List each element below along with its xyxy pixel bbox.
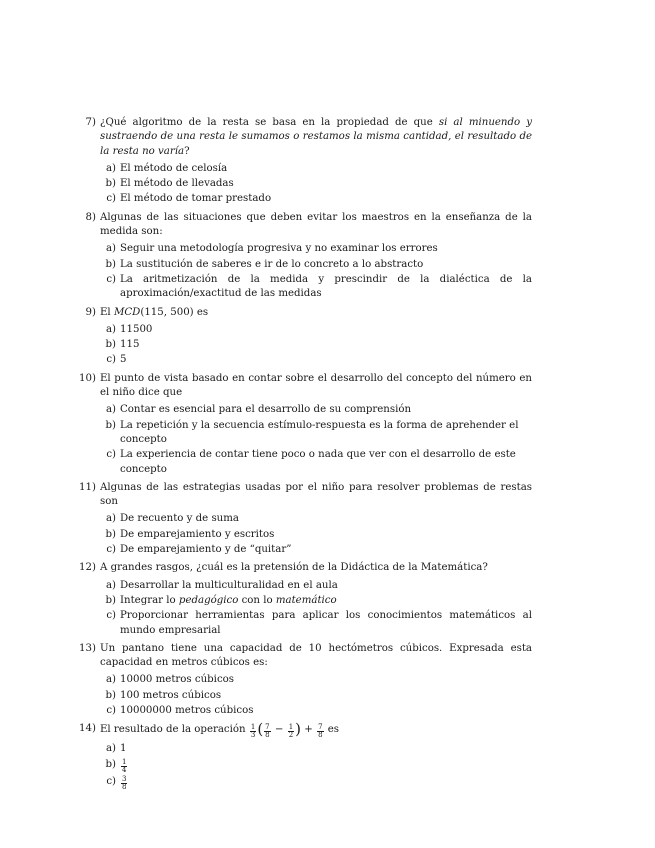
option-text: 115 [120, 339, 140, 351]
fraction [264, 724, 270, 739]
question-9 [85, 306, 532, 368]
option-letter: a) [105, 404, 116, 416]
option-a[interactable] [105, 579, 532, 593]
option-b[interactable] [105, 689, 532, 703]
fraction-numerator: 7 [265, 723, 270, 732]
option-a[interactable] [105, 512, 532, 526]
fraction-denominator: 4 [122, 765, 127, 774]
option-letter: c) [106, 354, 116, 366]
question-number: 14) [79, 723, 96, 735]
fraction [317, 724, 323, 739]
fraction-numerator: 3 [122, 774, 127, 783]
math-symbol: MCD [113, 306, 141, 318]
question-number: 9) [85, 306, 96, 318]
option-list [100, 579, 532, 638]
option-c[interactable] [106, 353, 532, 367]
option-letter: c) [106, 193, 116, 205]
option-list [100, 403, 532, 476]
question-number: 13) [79, 642, 96, 654]
question-10 [79, 372, 532, 477]
option-c[interactable] [106, 609, 532, 638]
option-list [100, 673, 532, 718]
plus-sign: + [304, 724, 313, 736]
option-text-emphasis: matemático [275, 594, 337, 606]
fraction-denominator: 8 [318, 731, 323, 740]
option-list [100, 742, 532, 790]
fraction-denominator: 3 [250, 731, 256, 740]
question-text-part: El resultado de la operación [100, 724, 246, 736]
question-text: Un pantano tiene una capacidad de 10 hectómetros cúbicos. Expresada esta capacidad en metros cúbicos es: [100, 642, 532, 669]
option-letter: a) [105, 323, 116, 335]
question-text [100, 116, 532, 159]
option-a[interactable] [105, 162, 532, 176]
option-text: De recuento y de suma [120, 513, 239, 525]
question-12 [79, 561, 532, 637]
option-text: De emparejamiento y de “quitar” [120, 544, 292, 556]
left-paren: ( [257, 720, 264, 739]
option-letter: a) [105, 579, 116, 591]
option-a[interactable] [105, 673, 532, 687]
fraction-denominator: 2 [288, 731, 294, 740]
option-text: El método de llevadas [120, 178, 234, 190]
option-letter: c) [106, 775, 116, 787]
question-text [100, 722, 532, 739]
option-letter: b) [105, 178, 116, 190]
question-number: 11) [79, 481, 96, 493]
option-letter: c) [106, 544, 116, 556]
fraction-numerator: 1 [250, 723, 256, 732]
option-text: 11500 [120, 323, 153, 335]
fraction-denominator: 8 [265, 731, 270, 740]
option-a[interactable] [105, 323, 532, 337]
fraction [121, 776, 127, 791]
option-text-part: con lo [238, 594, 276, 606]
question-text: El punto de vista basado en contar sobre el desarrollo del concepto del número en el niño dice que [100, 372, 532, 399]
fraction-numerator: 1 [288, 723, 294, 732]
minus-sign: − [274, 724, 284, 736]
option-list [100, 323, 532, 368]
option-text: El método de celosía [120, 162, 228, 174]
option-letter: b) [105, 528, 116, 540]
question-7 [85, 116, 532, 207]
fraction-denominator: 8 [122, 782, 127, 791]
fraction [250, 724, 256, 739]
option-c[interactable] [106, 543, 532, 557]
question-text-part: ? [184, 145, 190, 157]
option-list [100, 512, 532, 557]
option-text: La experiencia de contar tiene poco o nada que ver con el desarrollo de este concepto [120, 449, 516, 475]
option-c[interactable] [106, 774, 532, 791]
option-letter: c) [106, 449, 116, 461]
option-letter: a) [105, 743, 116, 755]
option-b[interactable] [105, 757, 532, 774]
option-list [100, 242, 532, 301]
question-text-part: (115, 500) es [140, 306, 209, 318]
option-c[interactable] [106, 192, 532, 206]
option-letter: a) [105, 513, 116, 525]
option-letter: c) [106, 273, 116, 285]
question-13 [79, 642, 532, 718]
option-letter: b) [105, 419, 116, 431]
question-text: Algunas de las situaciones que deben evitar los maestros en la enseñanza de la medida son: [100, 211, 532, 238]
question-number: 12) [79, 562, 96, 574]
question-text: A grandes rasgos, ¿cuál es la pretensión de la Didáctica de la Matemática? [100, 562, 488, 574]
question-text-part: es [327, 724, 340, 736]
option-text: La sustitución de saberes e ir de lo concreto a lo abstracto [120, 258, 424, 270]
option-letter: a) [105, 243, 116, 255]
option-letter: a) [105, 162, 116, 174]
option-c[interactable] [106, 448, 532, 477]
question-11 [79, 481, 532, 557]
option-text-part: Integrar lo [120, 594, 179, 606]
option-c[interactable] [106, 704, 532, 718]
option-text-emphasis: pedagógico [178, 594, 239, 606]
option-c[interactable] [106, 273, 532, 302]
question-text [100, 306, 532, 320]
option-text: Seguir una metodología progresiva y no examinar los errores [120, 243, 438, 255]
option-a[interactable] [105, 403, 532, 417]
option-text: 1 [120, 743, 127, 755]
question-text-part: El [100, 306, 114, 318]
option-letter: c) [106, 610, 116, 622]
option-text: Contar es esencial para el desarrollo de su comprensión [120, 404, 412, 416]
option-text: El método de tomar prestado [120, 193, 272, 205]
fraction-numerator: 7 [318, 723, 323, 732]
option-a[interactable] [105, 242, 532, 256]
option-b[interactable] [105, 594, 532, 608]
option-letter: b) [105, 258, 116, 270]
option-letter: b) [105, 594, 116, 606]
option-text: 5 [120, 354, 127, 366]
option-b[interactable] [105, 258, 532, 272]
option-letter: b) [105, 339, 116, 351]
question-number: 10) [79, 372, 96, 384]
question-text: Algunas de las estrategias usadas por el niño para resolver problemas de restas son [100, 481, 532, 508]
option-b[interactable] [105, 177, 532, 191]
question-text-part: ¿Qué algoritmo de la resta se basa en la propiedad de que [100, 117, 439, 128]
right-paren: ) [295, 720, 302, 739]
fraction [121, 759, 127, 774]
option-text: 100 metros cúbicos [120, 689, 222, 701]
option-letter: b) [105, 758, 116, 770]
option-b[interactable] [105, 528, 532, 542]
option-text: 10000 metros cúbicos [120, 674, 235, 686]
option-b[interactable] [105, 338, 532, 352]
option-b[interactable] [105, 419, 532, 448]
option-letter: a) [105, 674, 116, 686]
option-text: 10000000 metros cúbicos [120, 704, 254, 716]
question-number: 7) [85, 117, 96, 128]
fraction [288, 724, 294, 739]
option-letter: c) [106, 704, 116, 716]
question-number: 8) [85, 211, 96, 223]
option-text: La repetición y la secuencia estímulo-respuesta es la forma de aprehender el concepto [120, 419, 519, 445]
option-text: La aritmetización de la medida y prescindir de la dialéctica de la aproximación/exactitud de las medidas [120, 273, 532, 300]
option-text: Proporcionar herramientas para aplicar los conocimientos matemáticos al mundo empresarial [120, 610, 532, 636]
option-letter: b) [105, 689, 116, 701]
option-text [120, 595, 337, 606]
question-8 [85, 211, 532, 302]
question-list [0, 116, 532, 791]
question-14 [79, 720, 532, 791]
option-a[interactable] [105, 742, 532, 756]
option-text: Desarrollar la multiculturalidad en el aula [120, 579, 338, 591]
option-list [100, 162, 532, 207]
option-text: De emparejamiento y escritos [120, 528, 275, 540]
fraction-numerator: 1 [122, 757, 127, 766]
question-text-emphasis: si al minuendo y sustraendo de una resta le sumamos o restamos la misma cantidad, el resultado de la resta no varía [100, 117, 532, 157]
